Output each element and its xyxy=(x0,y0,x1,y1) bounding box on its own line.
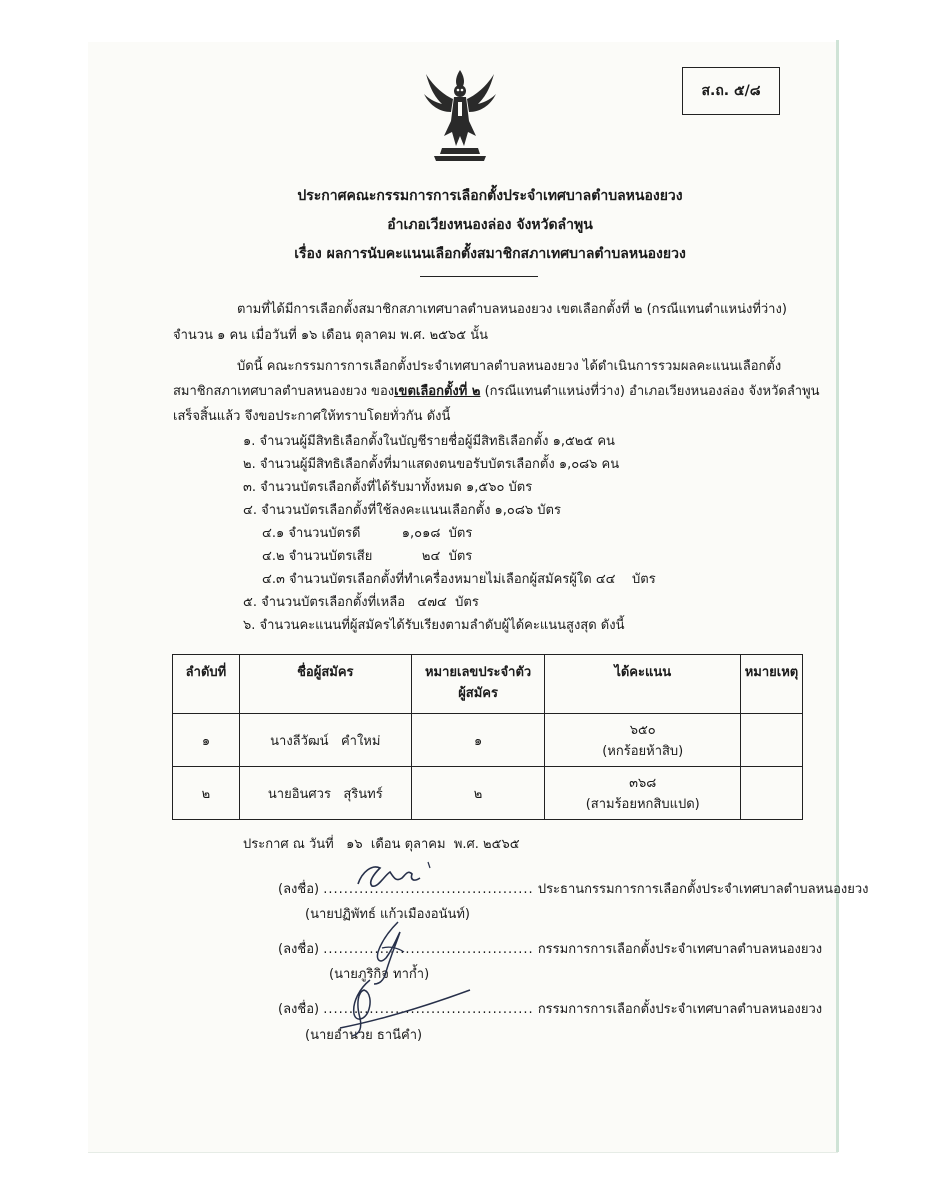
header-name: ชื่อผู้สมัคร xyxy=(239,655,411,714)
list-item: ๕. จำนวนบัตรเลือกตั้งที่เหลือ ๔๗๔ บัตร xyxy=(243,595,479,610)
header-candidate-number-line2: ผู้สมัคร xyxy=(458,686,498,701)
header-line-3: เรื่อง ผลการนับคะแนนเลือกตั้งสมาชิกสภาเทศบาลตำบลหนองยวง xyxy=(294,246,686,262)
signature-label: (ลงชื่อ) xyxy=(278,1002,320,1017)
header-score: ได้คะแนน xyxy=(545,655,741,714)
table-row xyxy=(173,714,803,767)
cell-note xyxy=(741,714,803,767)
handwritten-signature-icon xyxy=(330,972,480,1042)
signatory-name: (นายปฏิพัทธ์ แก้วเมืองอนันท์) xyxy=(305,907,471,922)
cell-score xyxy=(545,767,741,820)
signature-label: (ลงชื่อ) xyxy=(278,882,320,897)
para2-line-2-pre: สมาชิกสภาเทศบาลตำบลหนองยวง ของ xyxy=(173,384,395,399)
cell-number: ๑ xyxy=(411,714,545,767)
form-code-box: ส.ถ. ๕/๘ xyxy=(682,67,780,115)
header-line-1: ประกาศคณะกรรมการการเลือกตั้งประจำเทศบาลตำบลหนองยวง xyxy=(297,188,683,204)
results-table xyxy=(172,654,803,820)
para2-line-2 xyxy=(173,380,820,401)
para2-line-1: บัดนี้ คณะกรรมการการเลือกตั้งประจำเทศบาลตำบลหนองยวง ได้ดำเนินการรวมผลคะแนนเลือกตั้ง xyxy=(237,359,782,374)
list-item: ๓. จำนวนบัตรเลือกตั้งที่ได้รับมาทั้งหมด ๑,๕๖๐ บัตร xyxy=(243,480,533,495)
header-candidate-number-line1: หมายเลขประจำตัว xyxy=(424,665,532,680)
cell-order: ๒ xyxy=(173,767,240,820)
header-divider xyxy=(420,276,538,277)
list-item: ๑. จำนวนผู้มีสิทธิเลือกตั้งในบัญชีรายชื่อผู้มีสิทธิเลือกตั้ง ๑,๕๒๕ คน xyxy=(243,434,615,449)
signature-dots: ......................................... xyxy=(323,1002,534,1017)
signature-dots: ......................................... xyxy=(323,942,534,957)
header-order: ลำดับที่ xyxy=(173,655,240,714)
header-note: หมายเหตุ xyxy=(741,655,803,714)
signature-role: ประธานกรรมการการเลือกตั้งประจำเทศบาลตำบลหนองยวง xyxy=(537,882,869,897)
cell-number: ๒ xyxy=(411,767,545,820)
list-item: ๔.๓ จำนวนบัตรเลือกตั้งที่ทำเครื่องหมายไม่เลือกผู้สมัครผู้ใด ๔๔ บัตร xyxy=(262,572,656,587)
table-row xyxy=(173,767,803,820)
cell-name: นายอินศวร สุรินทร์ xyxy=(239,767,411,820)
signature-role: กรรมการการเลือกตั้งประจำเทศบาลตำบลหนองยวง xyxy=(537,942,823,957)
announce-date: ประกาศ ณ วันที่ ๑๖ เดือน ตุลาคม พ.ศ. ๒๕๖๕ xyxy=(243,837,520,852)
score-value: ๖๕๐ xyxy=(629,723,656,738)
handwritten-signature-icon xyxy=(350,858,440,892)
list-item: ๔.๑ จำนวนบัตรดี ๑,๐๑๘ บัตร xyxy=(262,526,473,541)
signature-role: กรรมการการเลือกตั้งประจำเทศบาลตำบลหนองยวง xyxy=(537,1002,823,1017)
constituency-label: เขตเลือกตั้งที่ ๒ xyxy=(394,384,481,399)
signatory-name: (นายภูริกิจ ทาก้ำ) xyxy=(329,967,430,982)
para2-line-3: เสร็จสิ้นแล้ว จึงขอประกาศให้ทราบโดยทั่วกัน ดังนี้ xyxy=(173,409,451,424)
cell-score xyxy=(545,714,741,767)
cell-note xyxy=(741,767,803,820)
garuda-emblem-icon xyxy=(420,66,500,166)
header-line-2: อำเภอเวียงหนองล่อง จังหวัดลำพูน xyxy=(387,217,593,233)
signature-label: (ลงชื่อ) xyxy=(278,942,320,957)
score-text: (สามร้อยหกสิบแปด) xyxy=(585,797,700,812)
signature-dots: ......................................... xyxy=(323,882,534,897)
para1-line-2: จำนวน ๑ คน เมื่อวันที่ ๑๖ เดือน ตุลาคม พ.ศ. ๒๕๖๕ นั้น xyxy=(173,328,489,343)
header-candidate-number xyxy=(411,655,545,714)
table-header-row xyxy=(173,655,803,714)
paper-edge xyxy=(836,40,839,1152)
score-value: ๓๖๘ xyxy=(629,776,657,791)
cell-order: ๑ xyxy=(173,714,240,767)
signatory-name: (นายอำนวย ธานีคำ) xyxy=(305,1028,423,1043)
cell-name: นางลีวัฒน์ คำใหม่ xyxy=(239,714,411,767)
list-item: ๔.๒ จำนวนบัตรเสีย ๒๔ บัตร xyxy=(262,549,473,564)
list-item: ๖. จำนวนคะแนนที่ผู้สมัครได้รับเรียงตามลำดับผู้ได้คะแนนสูงสุด ดังนี้ xyxy=(243,618,625,633)
para2-line-2-post: (กรณีแทนตำแหน่งที่ว่าง) อำเภอเวียงหนองล่อง จังหวัดลำพูน xyxy=(480,384,820,399)
score-text: (หกร้อยห้าสิบ) xyxy=(602,744,684,759)
list-item: ๒. จำนวนผู้มีสิทธิเลือกตั้งที่มาแสดงตนขอรับบัตรเลือกตั้ง ๑,๐๘๖ คน xyxy=(243,457,620,472)
list-item: ๔. จำนวนบัตรเลือกตั้งที่ใช้ลงคะแนนเลือกตั้ง ๑,๐๘๖ บัตร xyxy=(243,503,561,518)
para1-line-1: ตามที่ได้มีการเลือกตั้งสมาชิกสภาเทศบาลตำบลหนองยวง เขตเลือกตั้งที่ ๒ (กรณีแทนตำแหน่งที่ว่าง) xyxy=(237,302,787,317)
